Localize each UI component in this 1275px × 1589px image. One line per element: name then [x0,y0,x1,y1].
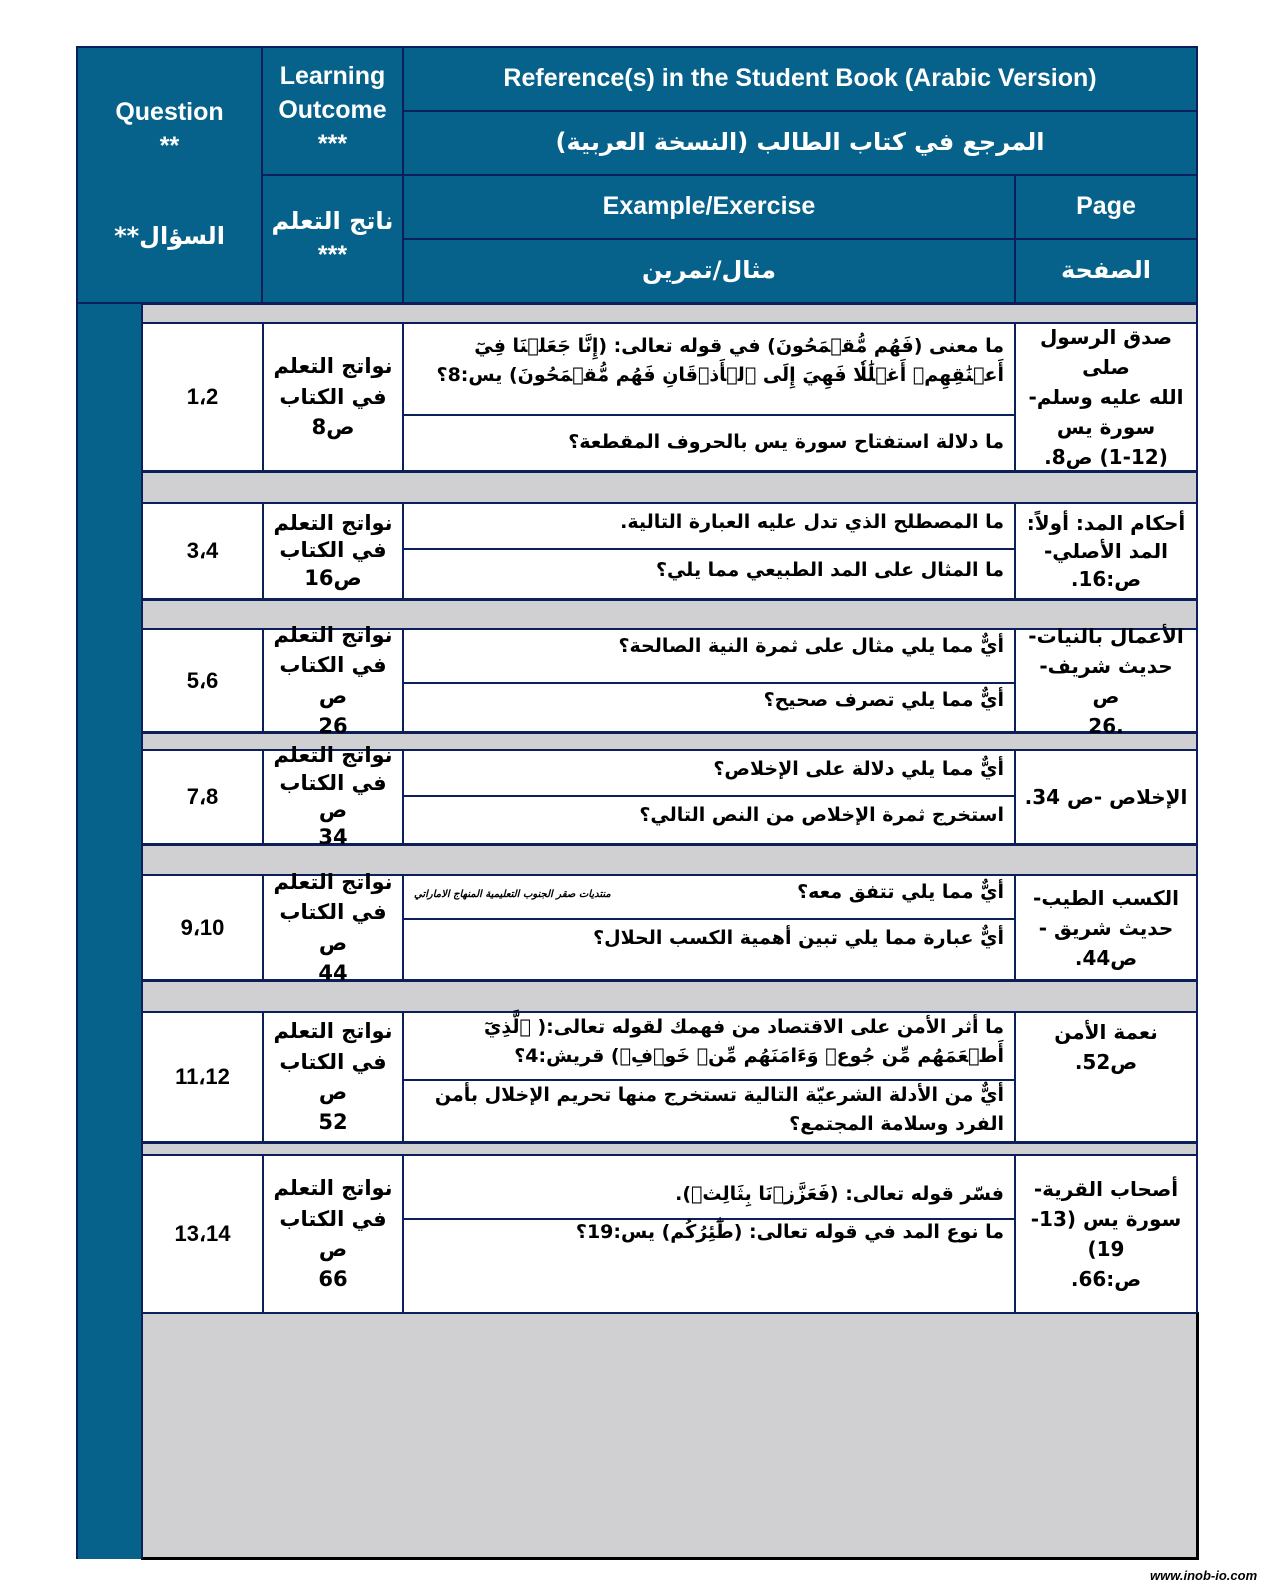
row-gap [141,302,1198,324]
question-number: 3،4 [141,502,264,600]
header-outcome-ar [261,174,404,304]
page-line: ص:66. [1070,1267,1142,1291]
outcome-line: في الكتاب [279,538,387,563]
learning-outcome [262,502,404,600]
empty-filler-area [141,1312,1199,1560]
page-reference [1014,1154,1198,1314]
header-question-ar: السؤال** [114,222,225,251]
page-line: أصحاب القرية- [1033,1177,1179,1201]
row-gap [141,979,1198,1013]
example-cell [402,502,1016,600]
learning-outcome [262,322,404,472]
page-line: ص:16. [1070,567,1142,591]
page-line: أحكام المد: أولاً: [1026,511,1186,535]
header-outcome-en-line2: Outcome [278,96,387,125]
learning-outcome [262,743,404,850]
header-example-en [402,174,1016,240]
page-reference [1014,749,1198,845]
header-page-ar [1014,238,1198,304]
outcome-line: في الكتاب ص [279,770,387,822]
page-line: حديث شريف- ص [1039,653,1173,708]
header-outcome-en [261,46,404,176]
page-line: الله عليه وسلم- [1028,385,1184,409]
outcome-line: نواتج التعلم [273,743,393,768]
footer-site-url: www.inob-io.com [1150,1568,1258,1583]
example-text: أيٌّ مما يلي تصرف صحيح؟ [763,689,1004,711]
header-example-en-label: Example/Exercise [602,192,816,221]
learning-outcome [262,1154,404,1314]
example-cell [402,322,1016,472]
outcome-line: 52 [318,1110,348,1135]
question-number: 9،10 [141,874,264,981]
example-text: أيٌّ عبارة مما يلي تبين أهمية الكسب الحلال؟ [593,927,1004,949]
header-reference-ar [402,110,1198,176]
example-cell [402,628,1016,733]
outcome-line: ص16 [304,565,362,590]
example-text: أيٌّ مما يلي مثال على ثمرة النية الصالحة؟ [618,635,1004,657]
header-question [76,46,263,304]
example-text: ما المثال على المد الطبيعي مما يلي؟ [655,559,1004,581]
header-question-en: Question [115,98,224,127]
header-page-en [1014,174,1198,240]
outcome-line: في الكتاب [279,384,387,409]
header-reference-ar-label: المرجع في كتاب الطالب (النسخة العربية) [555,128,1045,157]
outcome-line: نواتج التعلم [273,1176,393,1201]
example-divider [404,414,1014,416]
header-example-ar-label: مثال/تمرين [642,256,776,285]
example-divider [404,918,1014,920]
watermark-text: منتديات صقر الجنوب التعليمية المنهاج الاماراتي [414,889,611,900]
header-question-stars: ** [159,131,180,160]
question-number: 5،6 [141,628,264,733]
example-text: أيٌّ مما يلي دلالة على الإخلاص؟ [713,758,1004,780]
example-text: ما المصطلح الذي تدل عليه العبارة التالية. [620,511,1004,533]
example-divider [404,548,1014,550]
row-gap [141,470,1198,504]
learning-outcome [262,622,404,738]
learning-outcome [262,1011,404,1143]
outcome-line: في الكتاب ص [279,900,387,955]
question-number: 7،8 [141,749,264,845]
example-cell [402,874,1016,981]
question-number: 1،2 [141,322,264,472]
page-reference [1014,874,1198,981]
example-text: ما أثر الأمن على الاقتصاد من فهمك لقوله تعالى:( ٱلَّذِيٓ أَطۡعَمَهُم مِّن جُوعٖ وَءَامَنَهُم مِّنۡ خَوۡفِۭ) قريش:4؟ [483,1016,1004,1068]
header-page-en-label: Page [1076,192,1136,221]
outcome-line: في الكتاب ص [279,1206,387,1261]
outcome-line: نواتج التعلم [273,622,393,647]
page-line: .26 [1088,713,1124,738]
page-reference [1014,322,1198,472]
learning-outcome [262,869,404,985]
page-line: سورة يس (13-19) [1030,1207,1182,1261]
outcome-line: في الكتاب ص [279,1049,387,1104]
header-outcome-stars: *** [317,129,348,158]
page-line: الأعمال بالنيات- [1028,623,1184,648]
example-text: استخرج ثمرة الإخلاص من النص التالي؟ [639,804,1004,826]
outcome-line: نواتج التعلم [273,354,393,379]
question-number: 13،14 [141,1154,264,1314]
outcome-line: نواتج التعلم [273,511,393,536]
page-line: نعمة الأمن ص52. [1054,1020,1158,1074]
outcome-line: نواتج التعلم [273,1019,393,1044]
outcome-line: 26 [318,713,348,738]
example-divider [404,682,1014,684]
example-cell [402,1154,1016,1314]
example-cell [402,749,1016,845]
example-text: ما دلالة استفتاح سورة يس بالحروف المقطعة؟ [568,431,1004,453]
header-outcome-ar-stars: *** [317,240,348,269]
page-line: المد الأصلي- [1043,539,1169,563]
outcome-line: 44 [318,960,348,985]
outcome-line: ص8 [311,415,355,440]
page-line: الكسب الطيب- [1033,885,1179,910]
header-outcome-en-line1: Learning [279,62,386,91]
example-text: ما نوع المد في قوله تعالى: (طَٰٓئِرُكُم) يس:19؟ [575,1221,1004,1243]
page-line: صدق الرسول صلى [1039,325,1173,379]
page-line: سورة يس [1056,415,1156,439]
question-number: 11،12 [141,1011,264,1143]
page-line: (1-12) ص8. [1044,445,1168,469]
example-cell [402,1011,1016,1143]
outcome-line: 66 [318,1267,348,1292]
page-reference [1014,1011,1198,1143]
example-text: أيٌّ من الأدلة الشرعيّة التالية تستخرج منها تحريم الإخلال بأمن الفرد وسلامة المجتمع؟ [434,1084,1004,1136]
example-text: فسّر قوله تعالى: (فَعَزَّزۡنَا بِثَالِثٖ). [675,1183,1004,1205]
page-line: الإخلاص -ص 34. [1024,785,1188,809]
page-reference [1014,502,1198,600]
header-example-ar [402,238,1016,304]
header-page-ar-label: الصفحة [1060,256,1151,285]
outcome-line: في الكتاب ص [279,653,387,708]
header-reference-en [402,46,1198,112]
example-divider [404,795,1014,797]
page-line: ص44. [1074,945,1138,970]
page-reference [1014,623,1198,738]
outcome-line: 34 [318,825,348,850]
example-text: أيٌّ مما يلي تتفق معه؟ [797,881,1004,903]
outcome-line: نواتج التعلم [273,869,393,894]
page-line: حديث شريق - [1038,915,1174,940]
header-reference-en-label: Reference(s) in the Student Book (Arabic Version) [503,64,1097,93]
example-text: ما معنى (فَهُم مُّقۡمَحُونَ) في قوله تعالى: (إِنَّا جَعَلۡنَا فِيٓ أَعۡنَٰقِهِمۡ أَغۡلَٰلٗا فَهِيَ إِلَى ٱلۡأَذۡقَانِ فَهُم مُّقۡمَحُونَ) يس:8؟ [436,335,1004,387]
header-outcome-ar-label: ناتج التعلم [271,207,394,236]
